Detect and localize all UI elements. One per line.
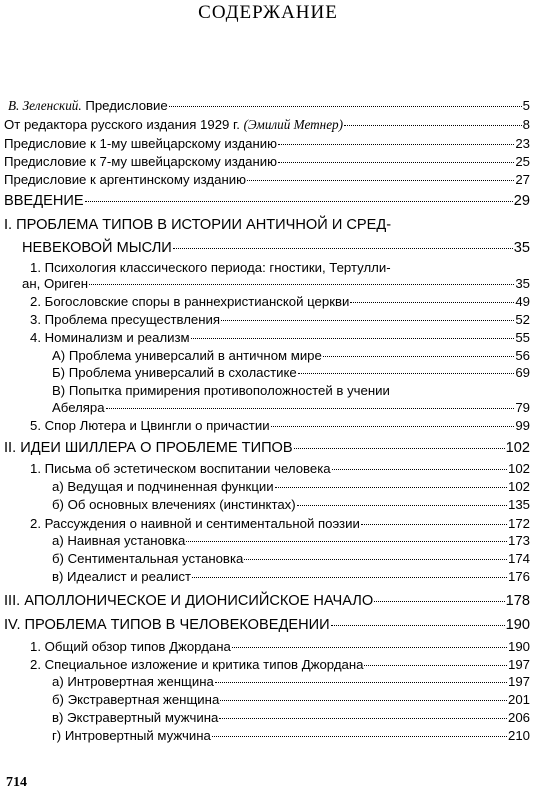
toc-entry-label: в) Идеалист и реалист — [52, 569, 191, 584]
dot-leader — [374, 601, 504, 602]
toc-entry-title — [22, 275, 88, 292]
dot-leader — [271, 426, 515, 427]
dot-leader — [331, 625, 505, 626]
toc-entry-line: I. ПРОБЛЕМА ТИПОВ В ИСТОРИИ АНТИЧНОЙ И СРЕД- — [4, 217, 392, 233]
toc-entry-label: Абеляра — [52, 400, 105, 415]
dot-leader — [192, 577, 507, 578]
toc-entry-label: а) Наивная установка — [52, 533, 186, 548]
toc-entry-label: Предисловие — [81, 98, 168, 113]
toc-entry-title — [30, 515, 360, 532]
dot-leader — [215, 682, 507, 683]
toc-entry-title — [30, 329, 190, 346]
toc-entry[interactable] — [52, 532, 530, 549]
toc-entry-page: 201 — [507, 692, 530, 707]
dot-leader — [219, 718, 507, 719]
toc-entry[interactable] — [30, 460, 530, 477]
toc-entry-label: 2. Рассуждения о наивной и сентиментальной поэзии — [30, 516, 360, 531]
toc-entry-page: 173 — [507, 533, 530, 548]
toc-entry-label: а) Ведущая и подчиненная функции — [52, 479, 274, 494]
toc-entry-page: 197 — [507, 657, 530, 672]
toc-entry-page: 27 — [515, 172, 530, 187]
toc-entry-title — [4, 135, 277, 152]
toc-entry[interactable] — [52, 550, 530, 567]
dot-leader — [361, 524, 507, 525]
dot-leader — [332, 469, 507, 470]
toc-entry[interactable] — [22, 240, 530, 257]
toc-entry-line: В) Попытка примирения противоположностей в учении — [52, 383, 390, 398]
toc-entry-page: 178 — [505, 593, 530, 609]
toc-entry-label: 4. Номинализм и реализм — [30, 330, 190, 345]
toc-entry-title — [22, 240, 172, 257]
toc-entry-line: 1. Психология классического периода: гностики, Тертулли- — [30, 260, 391, 275]
toc-entry-label: От редактора русского издания 1929 г. — [4, 117, 244, 132]
toc-entry-label: ан, Ориген — [22, 276, 89, 291]
toc-entry-title — [30, 293, 349, 310]
toc-entry-label: II. ИДЕИ ШИЛЛЕРА О ПРОБЛЕМЕ ТИПОВ — [4, 440, 293, 456]
toc-entry[interactable] — [22, 275, 530, 292]
toc-entry-title — [4, 171, 246, 188]
toc-entry-title — [52, 709, 218, 726]
toc-entry-label: г) Интровертный мужчина — [52, 728, 211, 743]
dot-leader — [173, 248, 513, 249]
toc-entry[interactable] — [52, 691, 530, 708]
toc-entry-label: 5. Спор Лютера и Цвингли о причастии — [30, 418, 270, 433]
page-number: 714 — [6, 775, 27, 790]
toc-entry-label: 3. Проблема пресуществления — [30, 312, 221, 327]
toc-entry-page: 102 — [507, 461, 530, 476]
toc-entry-title — [30, 460, 331, 477]
dot-leader — [344, 125, 522, 126]
toc-entry-title — [52, 347, 322, 364]
dot-leader — [275, 487, 507, 488]
toc-entry-title — [52, 691, 219, 708]
toc-entry[interactable] — [52, 568, 530, 585]
toc-entry-label: б) Сентиментальная установка — [52, 551, 244, 566]
toc-entry[interactable] — [52, 478, 530, 495]
dot-leader — [297, 505, 507, 506]
dot-leader — [294, 448, 505, 449]
dot-leader — [191, 338, 515, 339]
toc-entry[interactable] — [30, 638, 530, 655]
toc-entry-page: 56 — [515, 348, 530, 363]
toc-entry-page: 55 — [515, 330, 530, 345]
toc-entry[interactable] — [52, 727, 530, 744]
toc-entry[interactable] — [30, 293, 530, 310]
toc-entry-author: В. Зеленский. — [8, 98, 82, 113]
toc-entry-title — [4, 153, 277, 170]
dot-leader — [106, 408, 515, 409]
dot-leader — [244, 559, 507, 560]
toc-entry-label: ВВЕДЕНИЕ — [4, 193, 84, 209]
toc-entry-title — [52, 532, 185, 549]
toc-entry-page: 172 — [507, 516, 530, 531]
toc-entry-label: а) Интровертная женщина — [52, 674, 214, 689]
toc-entry-title — [52, 727, 211, 744]
toc-entry-label: Предисловие к 7-му швейцарскому изданию — [4, 154, 278, 169]
toc-entry-label: б) Об основных влечениях (инстинктах) — [52, 497, 296, 512]
toc-entry-page: 176 — [507, 569, 530, 584]
toc-entry-page: 52 — [515, 312, 530, 327]
dot-leader — [350, 302, 514, 303]
toc-entry-label: Б) Проблема универсалий в схоластике — [52, 365, 297, 380]
toc-entry-label: III. АПОЛЛОНИЧЕСКОЕ И ДИОНИСИЙСКОЕ НАЧАЛО — [4, 593, 374, 609]
toc-entry[interactable] — [4, 171, 530, 188]
toc-entry-page: 206 — [507, 710, 530, 725]
toc-entry-title — [4, 116, 343, 133]
dot-leader — [169, 106, 522, 107]
dot-leader — [323, 356, 514, 357]
toc-entry[interactable] — [52, 364, 530, 381]
toc-entry-label: 2. Специальное изложение и критика типов Джордана — [30, 657, 364, 672]
dot-leader — [220, 700, 507, 701]
toc-entry-label: в) Экстравертный мужчина — [52, 710, 219, 725]
toc-entry-title — [4, 440, 293, 457]
dot-leader — [232, 647, 507, 648]
toc-entry[interactable] — [4, 440, 530, 457]
toc-entry-page: 99 — [515, 418, 530, 433]
toc-entry-page: 102 — [507, 479, 530, 494]
toc-entry-page: 174 — [507, 551, 530, 566]
toc-entry-page: 190 — [505, 617, 530, 633]
toc-entry-page: 35 — [515, 276, 530, 291]
toc-entry[interactable] — [30, 515, 530, 532]
dot-leader — [221, 320, 514, 321]
toc-entry-title — [52, 568, 191, 585]
toc-entry-label: Предисловие к аргентинскому изданию — [4, 172, 246, 187]
toc-entry-page: 190 — [507, 639, 530, 654]
toc-entry-title — [52, 496, 296, 513]
toc-entry-label: 1. Общий обзор типов Джордана — [30, 639, 231, 654]
toc-entry[interactable] — [4, 135, 530, 152]
toc-entry-page: 102 — [505, 440, 530, 456]
toc-entry[interactable] — [30, 329, 530, 346]
toc-entry-title — [52, 550, 243, 567]
toc-entry[interactable] — [30, 311, 530, 328]
toc-entry-label: Предисловие к 1-му швейцарскому изданию — [4, 136, 278, 151]
toc-entry[interactable] — [52, 399, 530, 416]
page-title: СОДЕРЖАНИЕ — [198, 2, 338, 23]
toc-entry[interactable] — [52, 673, 530, 690]
dot-leader — [85, 201, 513, 202]
toc-entry[interactable] — [4, 617, 530, 634]
toc-entry[interactable] — [30, 417, 530, 434]
dot-leader — [186, 541, 507, 542]
toc-entry-label: НЕВЕКОВОЙ МЫСЛИ — [22, 240, 172, 256]
toc-entry-page: 69 — [515, 365, 530, 380]
dot-leader — [89, 284, 514, 285]
dot-leader — [298, 373, 515, 374]
toc-entry-title — [52, 399, 105, 416]
toc-entry-page: 49 — [515, 294, 530, 309]
toc-entry[interactable] — [8, 97, 530, 114]
toc-entry-label: А) Проблема универсалий в античном мире — [52, 348, 322, 363]
toc-entry-title — [8, 97, 168, 114]
dot-leader — [278, 144, 514, 145]
toc-entry[interactable] — [52, 347, 530, 364]
toc-entry-title — [52, 478, 274, 495]
toc-entry-page: 23 — [515, 136, 530, 151]
toc-entry-title — [30, 638, 231, 655]
toc-entry-editor: (Эмилий Метнер) — [243, 117, 344, 132]
toc-entry-label: IV. ПРОБЛЕМА ТИПОВ В ЧЕЛОВЕКОВЕДЕНИИ — [4, 617, 330, 633]
toc-entry-page: 5 — [522, 98, 530, 113]
toc-entry[interactable] — [30, 656, 530, 673]
toc-entry-title — [4, 193, 84, 210]
toc-entry-title — [52, 364, 297, 381]
toc-entry-label: б) Экстравертная женщина — [52, 692, 220, 707]
toc-entry[interactable] — [52, 709, 530, 726]
toc-entry-title — [30, 656, 363, 673]
toc-entry-page: 29 — [513, 193, 530, 209]
toc-entry-title — [4, 617, 330, 634]
dot-leader — [212, 736, 507, 737]
toc-entry-page: 210 — [507, 728, 530, 743]
toc-entry[interactable] — [4, 153, 530, 170]
dot-leader — [247, 180, 514, 181]
toc-entry-page: 135 — [507, 497, 530, 512]
dot-leader — [278, 162, 514, 163]
dot-leader — [364, 665, 507, 666]
toc-entry-label: 1. Письма об эстетическом воспитании человека — [30, 461, 331, 476]
toc-entry[interactable] — [52, 496, 530, 513]
toc-entry-page: 197 — [507, 674, 530, 689]
toc-entry-title — [30, 417, 270, 434]
toc-entry-label: 2. Богословские споры в раннехристианской церкви — [30, 294, 350, 309]
toc-entry-title — [52, 673, 214, 690]
toc-entry[interactable] — [4, 193, 530, 210]
toc-entry-page: 8 — [522, 117, 530, 132]
toc-entry[interactable] — [4, 593, 530, 610]
toc-entry-page: 79 — [515, 400, 530, 415]
toc-entry-page: 35 — [513, 240, 530, 256]
toc-entry-title — [30, 311, 220, 328]
toc-entry-page: 25 — [515, 154, 530, 169]
toc-entry-title — [4, 593, 373, 610]
toc-entry[interactable] — [4, 116, 530, 133]
